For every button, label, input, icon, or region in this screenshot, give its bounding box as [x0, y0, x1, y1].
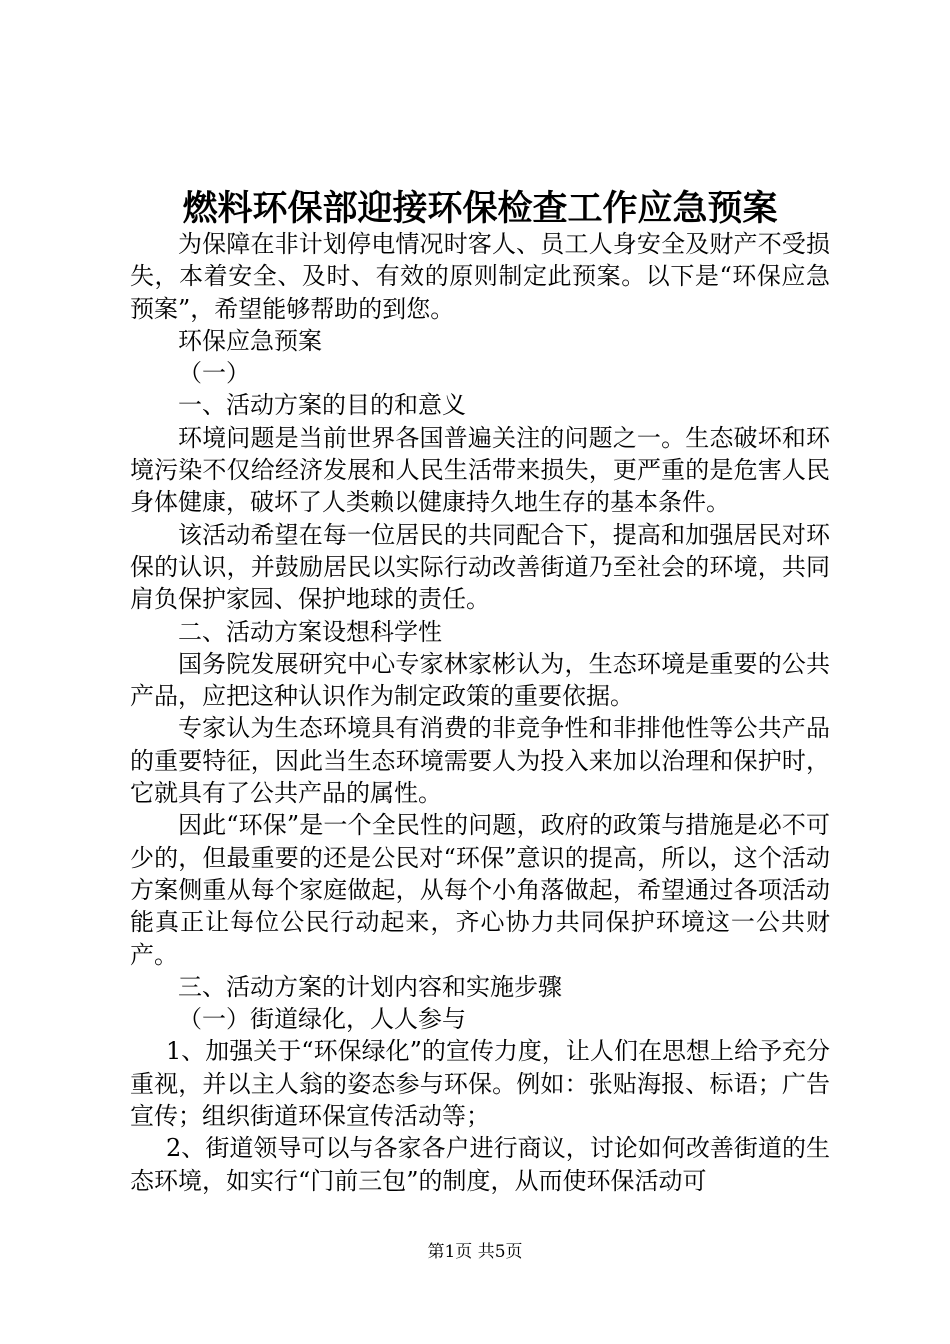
- body-paragraph: 因此“环保”是一个全民性的问题，政府的政策与措施是必不可少的，但最重要的还是公民对“环保”意识的提高，所以，这个活动方案侧重从每个家庭做起，从每个小角落做起，希望通过各项活动能真正让每位公民行动起来，齐心协力共同保护环境这一公共财产。: [130, 811, 830, 969]
- section-heading: 环保应急预案: [178, 326, 322, 355]
- page-footer: 第1页 共5页: [427, 1242, 523, 1262]
- section-number: （一）: [178, 359, 250, 388]
- body-paragraph: 环境问题是当前世界各国普遍关注的问题之一。生态破坏和环境污染不仅给经济发展和人民生活带来损失，更严重的是危害人民身体健康，破坏了人类赖以健康持久地生存的基本条件。: [130, 423, 830, 517]
- heading-purpose: 一、活动方案的目的和意义: [178, 391, 466, 420]
- document-body: [130, 228, 830, 1197]
- subheading-greening: （一）街道绿化，人人参与: [178, 1005, 466, 1034]
- list-item: 1、加强关于“环保绿化”的宣传力度，让人们在思想上给予充分重视，并以主人翁的姿态参与环保。例如：张贴海报、标语；广告宣传；组织街道环保宣传活动等；: [130, 1037, 830, 1131]
- list-item: 2、街道领导可以与各家各户进行商议，讨论如何改善街道的生态环境，如实行“门前三包”的制度，从而使环保活动可: [130, 1134, 830, 1195]
- heading-scientific: 二、活动方案设想科学性: [178, 617, 442, 646]
- body-paragraph: 国务院发展研究中心专家林家彬认为，生态环境是重要的公共产品，应把这种认识作为制定政策的重要依据。: [130, 649, 830, 711]
- document-title: 燃料环保部迎接环保检查工作应急预案: [182, 188, 778, 229]
- intro-paragraph: 为保障在非计划停电情况时客人、员工人身安全及财产不受损失，本着安全、及时、有效的原则制定此预案。以下是“环保应急预案”，希望能够帮助的到您。: [130, 230, 830, 323]
- heading-plan: 三、活动方案的计划内容和实施步骤: [178, 972, 562, 1001]
- body-paragraph: 该活动希望在每一位居民的共同配合下，提高和加强居民对环保的认识，并鼓励居民以实际行动改善街道乃至社会的环境，共同肩负保护家园、保护地球的责任。: [130, 520, 830, 614]
- body-paragraph: 专家认为生态环境具有消费的非竞争性和非排他性等公共产品的重要特征，因此当生态环境需要人为投入来加以治理和保护时，它就具有了公共产品的属性。: [130, 714, 830, 808]
